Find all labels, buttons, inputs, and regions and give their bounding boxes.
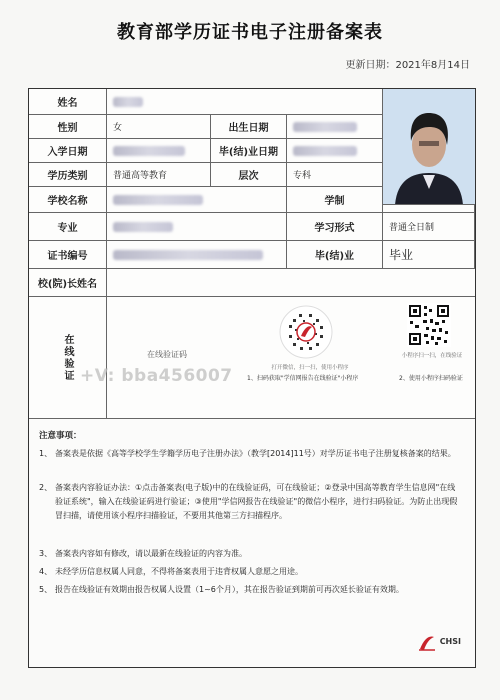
- qr2-caption: 2、使用小程序扫码验证: [399, 375, 463, 382]
- years-value: [383, 205, 475, 213]
- major-label: 专业: [29, 213, 107, 241]
- redacted-cert: [113, 250, 263, 260]
- verify-area: [107, 297, 475, 419]
- note-item: [39, 481, 459, 541]
- enroll-label: 入学日期: [29, 139, 107, 163]
- chsi-logo: [416, 631, 461, 653]
- redacted-birth: [293, 122, 357, 132]
- name-value: [107, 89, 383, 115]
- qr1-hint: 打开微信，扫一扫，使用小程序: [271, 365, 349, 371]
- miniprogram-qr-code[interactable]: [279, 305, 333, 359]
- photo-image: [383, 89, 475, 205]
- qr1-caption: 1、扫码获取"学信网报告在线验证"小程序: [247, 375, 359, 382]
- miniprogram-qr-icon: [279, 305, 333, 359]
- note-number: 2、: [39, 483, 53, 492]
- school-label: 学校名称: [29, 187, 107, 213]
- grad-date-value: [287, 139, 383, 163]
- president-value: [107, 269, 475, 297]
- birth-value: [287, 115, 383, 139]
- grad-value: 毕业: [383, 241, 475, 269]
- major-value: [107, 213, 287, 241]
- grad-date-label: 毕(结)业日期: [211, 139, 287, 163]
- form-value: 普通全日制: [383, 213, 475, 241]
- document-title: 教育部学历证书电子注册备案表: [117, 22, 383, 43]
- verify-label: 在线验证: [62, 333, 73, 382]
- note-number: 4、: [39, 567, 53, 576]
- note-item: [39, 583, 459, 611]
- redacted-enroll: [113, 146, 185, 156]
- school-value: [107, 187, 287, 213]
- verify-label-cell: [29, 297, 107, 419]
- note-text: 报告在线验证有效期由报告权属人设置（1~6个月），其在报告验证到期前可再次延长验证有效期。: [55, 585, 404, 594]
- gender-value: 女: [107, 115, 211, 139]
- redacted-grad-date: [293, 146, 357, 156]
- redacted-major: [113, 222, 173, 232]
- form-label: 学习形式: [287, 213, 383, 241]
- note-text: 备案表内容如有修改，请以最新在线验证的内容为准。: [55, 549, 247, 558]
- name-label: 姓名: [29, 89, 107, 115]
- grad-label: 毕(结)业: [287, 241, 383, 269]
- type-label: 学历类别: [29, 163, 107, 187]
- note-number: 3、: [39, 549, 53, 558]
- note-number: 1、: [39, 449, 53, 458]
- verify-qr-icon: [407, 303, 451, 347]
- enroll-value: [107, 139, 211, 163]
- cert-value: [107, 241, 287, 269]
- student-photo: [383, 89, 475, 205]
- note-text: 备案表是依据《高等学校学生学籍学历电子注册办法》（教学[2014]11号）对学历证书电子注册复核备案的结果。: [55, 449, 456, 458]
- chsi-logo-icon: [416, 631, 438, 653]
- note-item: [39, 565, 459, 579]
- type-value: 普通高等教育: [107, 163, 211, 187]
- chsi-logo-text: CHSI: [439, 637, 461, 646]
- birth-label: 出生日期: [211, 115, 287, 139]
- redacted-school: [113, 195, 203, 205]
- cert-label: 证书编号: [29, 241, 107, 269]
- level-value: 专科: [287, 163, 383, 187]
- gender-label: 性别: [29, 115, 107, 139]
- notes-heading: 注意事项：: [39, 431, 82, 441]
- level-label: 层次: [211, 163, 287, 187]
- years-label: 学制: [287, 187, 383, 213]
- note-item: [39, 547, 459, 561]
- notes-section: [29, 419, 475, 667]
- president-label: 校(院)长姓名: [29, 269, 107, 297]
- update-date: 更新日期：2021年8月14日: [345, 60, 470, 71]
- note-text: 未经学历信息权属人同意，不得将备案表用于违背权属人意愿之用途。: [55, 567, 303, 576]
- note-text: 备案表内容验证办法：①点击备案表(电子版)中的在线验证码，可在线验证；②登录中国高等教育学生信息网"在线验证系统"，输入在线验证码进行验证；③使用"学信网报告在线验证"的微信小程序，进行扫码验证。为防止出现假冒扫描，请使用该小程序扫描验证，不要用其他第三方扫描程序。: [55, 483, 458, 520]
- qr2-hint: 小程序扫一扫，在线验证: [401, 353, 463, 359]
- note-number: 5、: [39, 585, 53, 594]
- verify-qr-code[interactable]: [407, 303, 451, 347]
- redacted-name: [113, 97, 143, 107]
- verify-code-label[interactable]: 在线验证码: [147, 350, 187, 359]
- watermark-text: +V: bba456007: [80, 366, 233, 386]
- note-item: [39, 447, 459, 475]
